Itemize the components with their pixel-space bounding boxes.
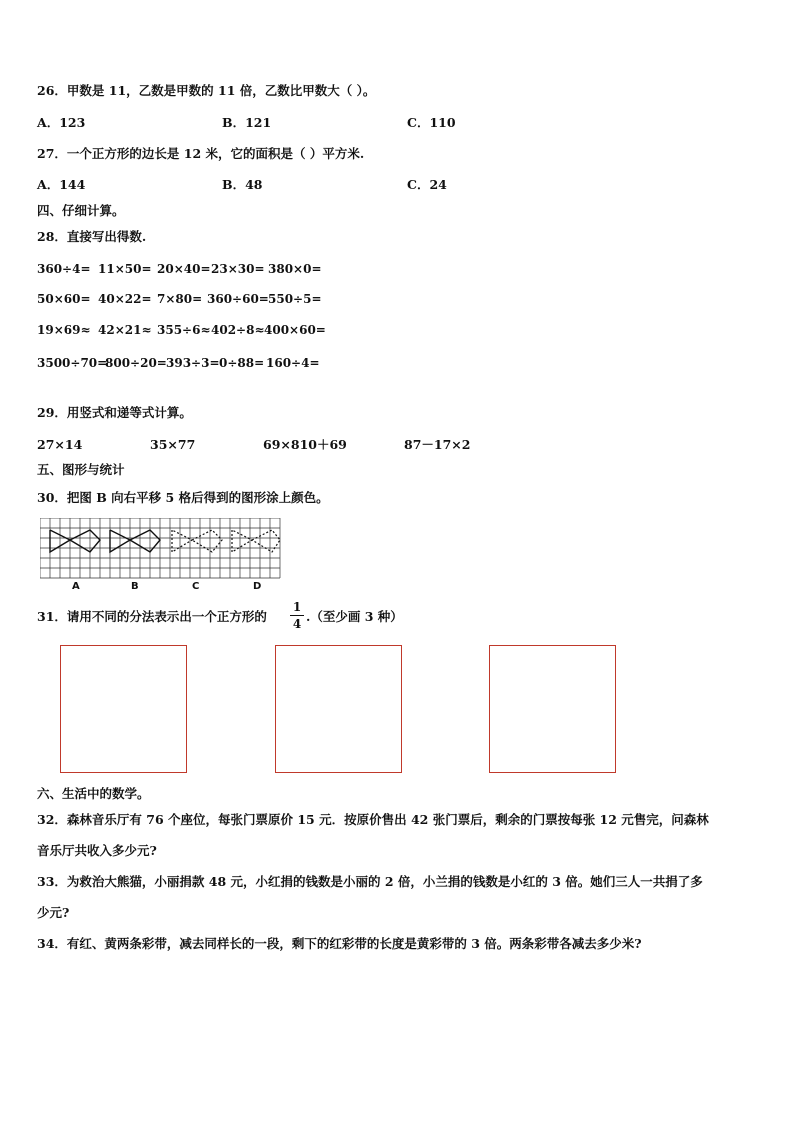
question-33-line-1: 33．为救治大熊猫，小丽捐款 48 元，小红捐的钱数是小丽的 2 倍，小兰捐的钱数是小红的 3 倍。她们三人一共捐了多: [37, 874, 703, 889]
question-30-text: 30．把图 B 向右平移 5 格后得到的图形涂上颜色。: [37, 490, 329, 505]
calc-item: 402÷8≈: [211, 323, 265, 337]
question-31-text: 31．请用不同的分法表示出一个正方形的: [37, 609, 267, 624]
q26-option-c: C．110: [407, 115, 456, 130]
question-28-text: 28．直接写出得数.: [37, 229, 147, 244]
figure-label-a: A: [72, 581, 80, 592]
calc-item: 0÷88=: [219, 356, 265, 370]
calc-item: 19×69≈: [37, 323, 91, 337]
calc-item: 20×40=: [157, 262, 211, 276]
calc-item: 400×60=: [264, 323, 326, 337]
fraction-numerator: 1: [292, 600, 302, 614]
figure-label-b: B: [131, 581, 139, 592]
figure-c: [172, 530, 222, 552]
section-4-heading: 四、仔细计算。: [37, 203, 125, 218]
question-27-text: 27．一个正方形的边长是 12 米，它的面积是（ ）平方米.: [37, 146, 365, 161]
fraction-one-quarter: [290, 600, 304, 631]
calc-item: 355÷6≈: [157, 323, 211, 337]
calc-item: 50×60=: [37, 292, 91, 306]
question-31-suffix: .（至少画 3 种）: [306, 609, 403, 624]
drawing-square-3[interactable]: [489, 645, 616, 773]
drawing-square-1[interactable]: [60, 645, 187, 773]
calc-item: 800÷20=: [105, 356, 167, 370]
calc-item: 40×22=: [98, 292, 152, 306]
q29-item: 35×77: [150, 437, 196, 452]
translation-grid-figure: [40, 518, 282, 580]
question-32-line-1: 32．森林音乐厅有 76 个座位，每张门票原价 15 元．按原价售出 42 张门票后，剩余的门票按每张 12 元售完，问森林: [37, 812, 709, 827]
calc-item: 160÷4=: [266, 356, 320, 370]
figure-label-c: C: [192, 581, 200, 592]
calc-item: 550÷5=: [268, 292, 322, 306]
q26-option-a: A．123: [37, 115, 86, 130]
calc-item: 23×30=: [211, 262, 265, 276]
q27-option-b: B．48: [222, 177, 263, 192]
figure-a: [50, 530, 100, 552]
calc-item: 7×80=: [157, 292, 203, 306]
q26-option-b: B．121: [222, 115, 272, 130]
q27-option-c: C．24: [407, 177, 447, 192]
calc-item: 42×21≈: [98, 323, 152, 337]
q27-option-a: A．144: [37, 177, 86, 192]
figure-d: [232, 530, 280, 552]
section-6-heading: 六、生活中的数学。: [37, 786, 150, 801]
figure-label-d: D: [253, 581, 262, 592]
q29-item: 27×14: [37, 437, 83, 452]
q29-item: 69×810＋69: [263, 437, 347, 452]
question-32-line-2: 音乐厅共收入多少元?: [37, 843, 157, 858]
calc-item: 360÷4=: [37, 262, 91, 276]
calc-item: 11×50=: [98, 262, 152, 276]
section-5-heading: 五、图形与统计: [37, 462, 125, 477]
calc-item: 393÷3=: [166, 356, 220, 370]
figure-b: [110, 530, 160, 552]
q29-item: 87－17×2: [404, 437, 471, 452]
fraction-denominator: 4: [292, 617, 302, 631]
calc-item: 3500÷70=: [37, 356, 108, 370]
question-26-text: 26．甲数是 11，乙数是甲数的 11 倍，乙数比甲数大（ ）。: [37, 83, 376, 98]
calc-item: 380×0=: [268, 262, 322, 276]
question-34-line-1: 34．有红、黄两条彩带，减去同样长的一段，剩下的红彩带的长度是黄彩带的 3 倍。两条彩带各减去多少米?: [37, 936, 642, 951]
calc-item: 360÷60=: [207, 292, 269, 306]
question-29-text: 29．用竖式和递等式计算。: [37, 405, 192, 420]
question-33-line-2: 少元?: [37, 905, 70, 920]
fraction-bar: [290, 615, 304, 616]
grid-lines: [40, 518, 280, 578]
drawing-square-2[interactable]: [275, 645, 402, 773]
